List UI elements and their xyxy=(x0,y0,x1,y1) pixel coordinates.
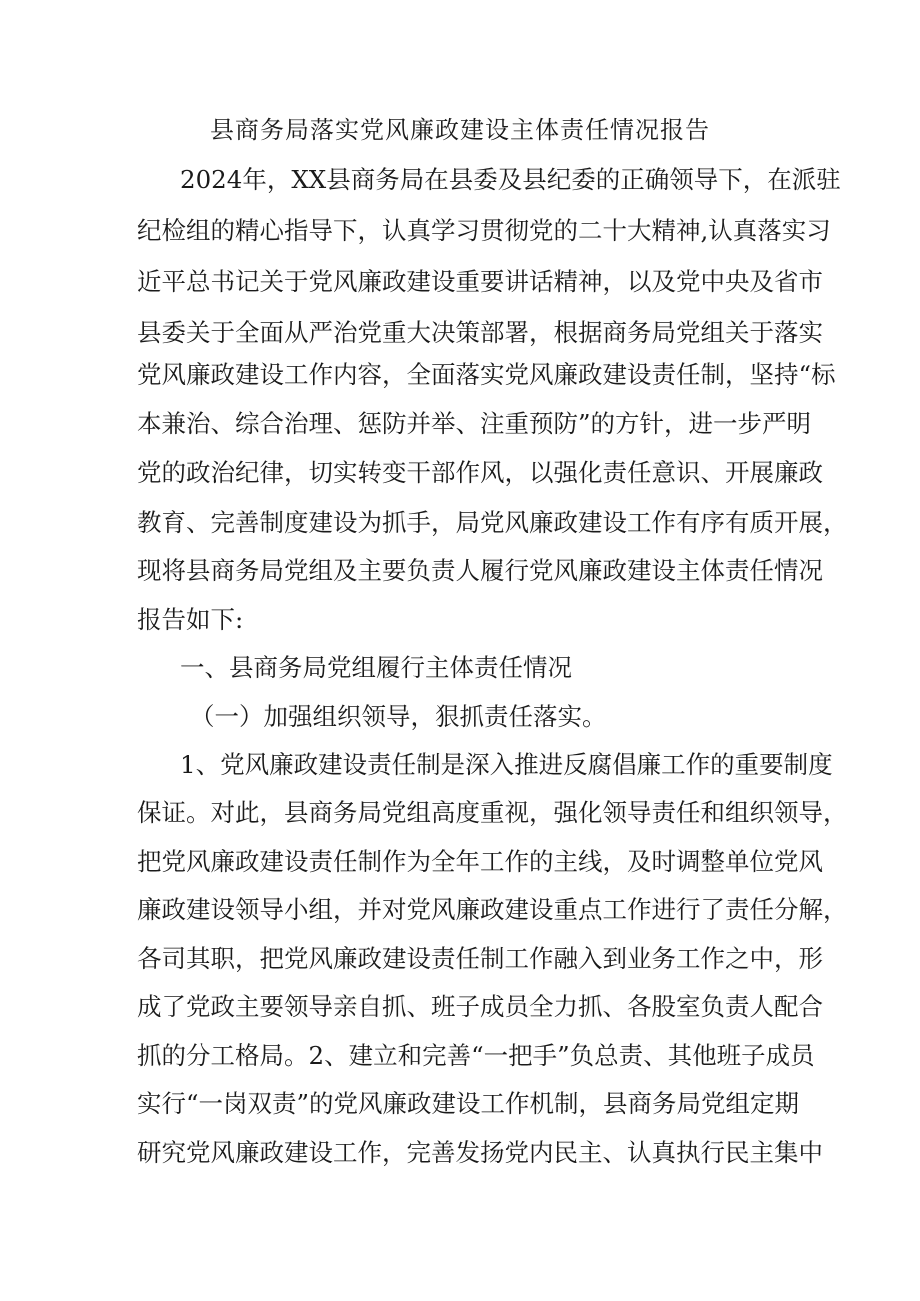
paragraph-line: 各司其职，把党风廉政建设责任制工作融入到业务工作之中，形 xyxy=(137,944,823,973)
paragraph-line: 把党风廉政建设责任制作为全年工作的主线，及时调整单位党风 xyxy=(137,847,823,876)
paragraph-line: 成了党政主要领导亲自抓、班子成员全力抓、各股室负责人配合 xyxy=(137,992,823,1021)
paragraph-line: 报告如下: xyxy=(137,605,244,634)
paragraph-line: 党风廉政建设工作内容，全面落实党风廉政建设责任制，坚持“标 xyxy=(137,360,836,389)
paragraph-line: 县委关于全面从严治党重大决策部署，根据商务局党组关于落实 xyxy=(137,318,823,347)
paragraph-line: 本兼治、综合治理、惩防并举、注重预防”的方针，进一步严明 xyxy=(137,409,812,438)
paragraph-line: 现将县商务局党组及主要负责人履行党风廉政建设主体责任情况 xyxy=(137,556,823,585)
paragraph-line: 近平总书记关于党风廉政建设重要讲话精神，以及党中央及省市 xyxy=(137,267,823,296)
section-heading: 一、县商务局党组履行主体责任情况 xyxy=(180,653,572,682)
paragraph-line: 纪检组的精心指导下，认真学习贯彻党的二十大精神,认真落实习 xyxy=(137,216,831,245)
paragraph-line: 廉政建设领导小组，并对党风廉政建设重点工作进行了责任分解， xyxy=(137,895,848,924)
document-title: 县商务局落实党风廉政建设主体责任情况报告 xyxy=(210,116,710,144)
subsection-heading: （一）加强组织领导，狠抓责任落实。 xyxy=(190,702,607,731)
paragraph-line: 教育、完善制度建设为抓手，局党风廉政建设工作有序有质开展， xyxy=(137,508,848,537)
paragraph-line: 1、党风廉政建设责任制是深入推进反腐倡廉工作的重要制度 xyxy=(180,750,833,779)
paragraph-line: 保证。对此，县商务局党组高度重视，强化领导责任和组织领导， xyxy=(137,798,848,827)
paragraph-line: 实行“一岗双责”的党风廉政建设工作机制，县商务局党组定期 xyxy=(137,1089,800,1118)
paragraph-line: 抓的分工格局。2、建立和完善“一把手”负总责、其他班子成员 xyxy=(137,1041,815,1070)
paragraph-line: 党的政治纪律，切实转变干部作风，以强化责任意识、开展廉政 xyxy=(137,458,823,487)
paragraph-line: 研究党风廉政建设工作，完善发扬党内民主、认真执行民主集中 xyxy=(137,1138,823,1167)
paragraph-line: 2024年，XX县商务局在县委及县纪委的正确领导下，在派驻 xyxy=(180,165,841,194)
